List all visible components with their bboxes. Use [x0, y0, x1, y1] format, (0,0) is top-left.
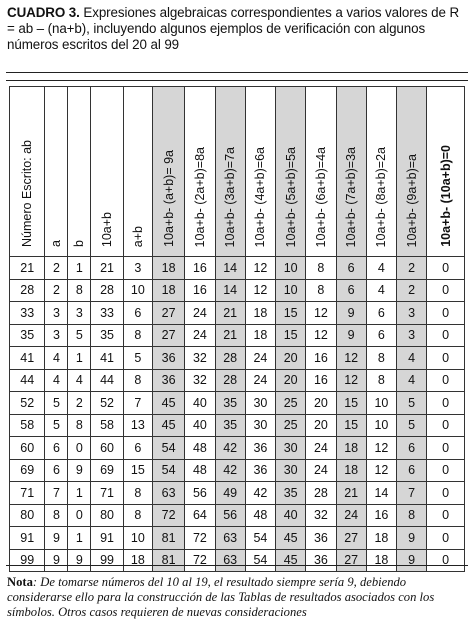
column-header-label: a+b [130, 225, 145, 247]
table-cell: 24 [245, 347, 275, 370]
table-cell: 48 [185, 459, 215, 482]
table-cell: 2 [68, 392, 91, 415]
table-cell: 2 [397, 279, 427, 302]
table-cell: 12 [306, 302, 336, 325]
table-row [10, 549, 465, 572]
table-cell: 4 [45, 347, 68, 370]
table-cell: 5 [397, 414, 427, 437]
data-table [9, 86, 465, 572]
table-cell: 0 [427, 392, 465, 415]
table-cell: 32 [306, 504, 336, 527]
column-header [397, 87, 427, 257]
table-cell: 36 [306, 527, 336, 550]
table-cell: 18 [245, 302, 275, 325]
table-cell: 9 [336, 302, 366, 325]
table-cell: 0 [427, 347, 465, 370]
table-cell: 72 [185, 527, 215, 550]
caption-label: CUADRO 3. [7, 5, 80, 20]
table-cell: 42 [215, 437, 245, 460]
table-cell: 6 [123, 302, 152, 325]
table-cell: 6 [366, 302, 396, 325]
table-cell: 18 [152, 279, 184, 302]
table-cell: 28 [215, 369, 245, 392]
table-row [10, 527, 465, 550]
table-row [10, 459, 465, 482]
table-cell: 27 [336, 549, 366, 572]
table-cell: 58 [10, 414, 45, 437]
table-cell: 40 [185, 392, 215, 415]
table-body [10, 257, 465, 572]
table-cell: 20 [306, 392, 336, 415]
table-cell: 44 [91, 369, 123, 392]
table-cell: 63 [215, 549, 245, 572]
table-cell: 30 [276, 437, 306, 460]
table-cell: 69 [10, 459, 45, 482]
table-cell: 24 [306, 459, 336, 482]
table-cell: 4 [397, 369, 427, 392]
table-cell: 71 [91, 482, 123, 505]
table-cell: 6 [45, 459, 68, 482]
table-cell: 5 [397, 392, 427, 415]
table-cell: 10 [123, 279, 152, 302]
table-cell: 80 [10, 504, 45, 527]
table-cell: 0 [68, 504, 91, 527]
table-cell: 6 [336, 257, 366, 280]
table-cell: 2 [45, 257, 68, 280]
table-caption [7, 5, 467, 53]
table-cell: 16 [306, 347, 336, 370]
table-cell: 45 [276, 549, 306, 572]
table-cell: 0 [427, 504, 465, 527]
table-cell: 8 [123, 482, 152, 505]
table-cell: 3 [45, 324, 68, 347]
table-cell: 13 [123, 414, 152, 437]
table-cell: 0 [427, 459, 465, 482]
table-cell: 15 [276, 324, 306, 347]
table-cell: 18 [152, 257, 184, 280]
column-header-label: 10a+b- (6a+b)=4a [313, 146, 328, 247]
table-cell: 40 [276, 504, 306, 527]
table-cell: 52 [91, 392, 123, 415]
table-cell: 10 [276, 279, 306, 302]
table-cell: 60 [10, 437, 45, 460]
column-header [91, 87, 123, 257]
table-cell: 60 [91, 437, 123, 460]
column-header [45, 87, 68, 257]
table-cell: 54 [245, 527, 275, 550]
table-cell: 7 [45, 482, 68, 505]
table-cell: 35 [215, 392, 245, 415]
table-cell: 91 [10, 527, 45, 550]
table-cell: 1 [68, 257, 91, 280]
table-cell: 72 [185, 549, 215, 572]
table-cell: 0 [427, 527, 465, 550]
table-cell: 41 [91, 347, 123, 370]
table-cell: 30 [245, 414, 275, 437]
table-cell: 8 [68, 279, 91, 302]
caption-text: Expresiones algebraicas correspondientes a varios valores de R = ab – (na+b), incluyendo algunos ejemplos de verificación con algunos números escritos del 20 al 99 [7, 5, 460, 52]
table-cell: 32 [185, 369, 215, 392]
column-header [245, 87, 275, 257]
table-cell: 18 [123, 549, 152, 572]
table-cell: 72 [152, 504, 184, 527]
table-cell: 25 [276, 392, 306, 415]
table-cell: 12 [336, 369, 366, 392]
column-header-label: Número Escrito: ab [20, 140, 35, 247]
table-cell: 16 [185, 279, 215, 302]
table-cell: 1 [68, 482, 91, 505]
table-cell: 15 [336, 414, 366, 437]
table-cell: 10 [123, 527, 152, 550]
table-cell: 25 [276, 414, 306, 437]
table-cell: 6 [397, 437, 427, 460]
table-cell: 0 [427, 257, 465, 280]
table-cell: 21 [91, 257, 123, 280]
table-cell: 12 [336, 347, 366, 370]
table-cell: 24 [185, 302, 215, 325]
table-cell: 45 [276, 527, 306, 550]
table-cell: 18 [336, 437, 366, 460]
column-header [276, 87, 306, 257]
table-cell: 10 [366, 414, 396, 437]
column-header-label: b [72, 240, 87, 247]
table-cell: 16 [366, 504, 396, 527]
footnote-text: : De tomarse números del 10 al 19, el resultado siempre sería 9, debiendo considerarse ello para la construcción de las Tablas de resultados asociados con los símbolos. Otros casos requieren de nuevas consideraciones [7, 575, 435, 619]
table-cell: 0 [427, 549, 465, 572]
column-header-label: 10a+b- (8a+b)=2a [374, 146, 389, 247]
table-cell: 32 [185, 347, 215, 370]
table-cell: 4 [397, 347, 427, 370]
table-cell: 8 [68, 414, 91, 437]
table-cell: 27 [152, 324, 184, 347]
table-cell: 64 [185, 504, 215, 527]
header-row [10, 87, 465, 257]
table-row [10, 347, 465, 370]
column-header-label: a [49, 240, 64, 247]
table-cell: 0 [68, 437, 91, 460]
table-cell: 24 [306, 437, 336, 460]
table-cell: 7 [123, 392, 152, 415]
table-cell: 58 [91, 414, 123, 437]
table-cell: 99 [91, 549, 123, 572]
table-row [10, 504, 465, 527]
table-cell: 4 [366, 257, 396, 280]
table-cell: 4 [45, 369, 68, 392]
table-cell: 21 [215, 324, 245, 347]
table-cell: 0 [427, 414, 465, 437]
table-cell: 8 [123, 324, 152, 347]
table-row [10, 257, 465, 280]
table-cell: 44 [10, 369, 45, 392]
table-cell: 0 [427, 369, 465, 392]
top-rule [6, 72, 468, 73]
table-cell: 4 [366, 279, 396, 302]
column-header [68, 87, 91, 257]
column-header [366, 87, 396, 257]
table-cell: 8 [366, 369, 396, 392]
table-cell: 8 [123, 369, 152, 392]
table-cell: 35 [91, 324, 123, 347]
footnote-label: Nota [7, 575, 33, 589]
table-cell: 9 [397, 527, 427, 550]
table-cell: 8 [123, 504, 152, 527]
table-row [10, 392, 465, 415]
table-cell: 5 [68, 324, 91, 347]
table-cell: 35 [276, 482, 306, 505]
table-cell: 6 [123, 437, 152, 460]
table-cell: 49 [215, 482, 245, 505]
table-cell: 20 [276, 347, 306, 370]
table-cell: 0 [427, 302, 465, 325]
table-cell: 27 [152, 302, 184, 325]
column-header-label: 10a+b- (10a+b)=0 [438, 145, 453, 247]
table-cell: 40 [185, 414, 215, 437]
table-cell: 56 [215, 504, 245, 527]
table-cell: 8 [366, 347, 396, 370]
table-cell: 0 [427, 279, 465, 302]
table-cell: 35 [215, 414, 245, 437]
table-cell: 36 [306, 549, 336, 572]
table-row [10, 302, 465, 325]
column-header-label: 10a+b- (a+b)= 9a [161, 150, 176, 247]
table-cell: 14 [366, 482, 396, 505]
table-cell: 24 [245, 369, 275, 392]
table-cell: 36 [245, 437, 275, 460]
table-cell: 24 [185, 324, 215, 347]
table-cell: 9 [68, 459, 91, 482]
table-cell: 3 [45, 302, 68, 325]
column-header [215, 87, 245, 257]
column-header-label: 10a+b- (2a+b)=8a [192, 146, 207, 247]
table-cell: 12 [366, 437, 396, 460]
table-cell: 14 [215, 279, 245, 302]
table-cell: 6 [336, 279, 366, 302]
table-cell: 2 [45, 279, 68, 302]
table-row [10, 279, 465, 302]
table-cell: 3 [397, 302, 427, 325]
table-cell: 1 [68, 347, 91, 370]
table-cell: 16 [185, 257, 215, 280]
table-cell: 80 [91, 504, 123, 527]
table-cell: 56 [185, 482, 215, 505]
table-cell: 3 [123, 257, 152, 280]
table-cell: 8 [45, 504, 68, 527]
column-header [336, 87, 366, 257]
column-header [427, 87, 465, 257]
table-cell: 45 [152, 414, 184, 437]
table-cell: 42 [245, 482, 275, 505]
table-row [10, 369, 465, 392]
table-cell: 81 [152, 527, 184, 550]
table-cell: 28 [215, 347, 245, 370]
column-header-label: 10a+b- (3a+b)=7a [223, 146, 238, 247]
table-cell: 54 [245, 549, 275, 572]
table-cell: 6 [397, 459, 427, 482]
table-cell: 9 [45, 527, 68, 550]
table-cell: 9 [68, 549, 91, 572]
table-cell: 28 [91, 279, 123, 302]
table-cell: 15 [336, 392, 366, 415]
table-cell: 91 [91, 527, 123, 550]
table-cell: 99 [10, 549, 45, 572]
table-cell: 9 [45, 549, 68, 572]
table-cell: 9 [336, 324, 366, 347]
column-header-label: 10a+b- (5a+b)=5a [283, 146, 298, 247]
table-cell: 6 [366, 324, 396, 347]
column-header-label: 10a+b [100, 211, 115, 247]
top-rule-2 [6, 80, 468, 81]
table-cell: 36 [152, 347, 184, 370]
table-cell: 18 [245, 324, 275, 347]
table-cell: 4 [68, 369, 91, 392]
table-cell: 36 [152, 369, 184, 392]
bottom-rule [6, 565, 468, 566]
table-cell: 16 [306, 369, 336, 392]
table-cell: 33 [91, 302, 123, 325]
table-cell: 69 [91, 459, 123, 482]
table-cell: 42 [215, 459, 245, 482]
column-header [123, 87, 152, 257]
table-cell: 15 [276, 302, 306, 325]
table-cell: 10 [366, 392, 396, 415]
table-cell: 35 [10, 324, 45, 347]
table-cell: 54 [152, 459, 184, 482]
table-cell: 36 [245, 459, 275, 482]
table-cell: 12 [245, 279, 275, 302]
table-row [10, 414, 465, 437]
table-cell: 18 [366, 527, 396, 550]
table-cell: 71 [10, 482, 45, 505]
table-cell: 21 [10, 257, 45, 280]
table-cell: 63 [152, 482, 184, 505]
table-cell: 28 [306, 482, 336, 505]
table-cell: 48 [245, 504, 275, 527]
table-cell: 0 [427, 482, 465, 505]
table-cell: 12 [245, 257, 275, 280]
table-row [10, 482, 465, 505]
column-header-label: 10a+b- (7a+b)=3a [344, 146, 359, 247]
table-cell: 54 [152, 437, 184, 460]
column-header-label: 10a+b- (4a+b)=6a [253, 146, 268, 247]
table-row [10, 324, 465, 347]
table-cell: 21 [336, 482, 366, 505]
table-cell: 24 [336, 504, 366, 527]
table-cell: 81 [152, 549, 184, 572]
table-cell: 15 [123, 459, 152, 482]
table-cell: 45 [152, 392, 184, 415]
footnote [7, 575, 469, 620]
table-cell: 6 [45, 437, 68, 460]
table-cell: 52 [10, 392, 45, 415]
table-cell: 7 [397, 482, 427, 505]
table-cell: 5 [45, 414, 68, 437]
table-cell: 18 [366, 549, 396, 572]
table-cell: 63 [215, 527, 245, 550]
table-cell: 14 [215, 257, 245, 280]
table-cell: 28 [10, 279, 45, 302]
table-cell: 20 [276, 369, 306, 392]
table-cell: 48 [185, 437, 215, 460]
table-cell: 8 [306, 257, 336, 280]
column-header [306, 87, 336, 257]
column-header [185, 87, 215, 257]
table-cell: 8 [306, 279, 336, 302]
table-cell: 1 [68, 527, 91, 550]
table-cell: 18 [336, 459, 366, 482]
table-cell: 5 [123, 347, 152, 370]
table-cell: 2 [397, 257, 427, 280]
table-cell: 5 [45, 392, 68, 415]
column-header [152, 87, 184, 257]
table-row [10, 437, 465, 460]
table-cell: 3 [68, 302, 91, 325]
table-cell: 0 [427, 437, 465, 460]
table-cell: 12 [366, 459, 396, 482]
column-header-label: 10a+b- (9a+b)=a [404, 153, 419, 247]
table-cell: 10 [276, 257, 306, 280]
table-cell: 20 [306, 414, 336, 437]
table-cell: 0 [427, 324, 465, 347]
table-cell: 27 [336, 527, 366, 550]
column-header [10, 87, 45, 257]
table-cell: 12 [306, 324, 336, 347]
table-cell: 41 [10, 347, 45, 370]
table-cell: 33 [10, 302, 45, 325]
table-cell: 3 [397, 324, 427, 347]
table-cell: 8 [397, 504, 427, 527]
table-cell: 21 [215, 302, 245, 325]
table-cell: 30 [276, 459, 306, 482]
table-cell: 9 [397, 549, 427, 572]
table-cell: 30 [245, 392, 275, 415]
